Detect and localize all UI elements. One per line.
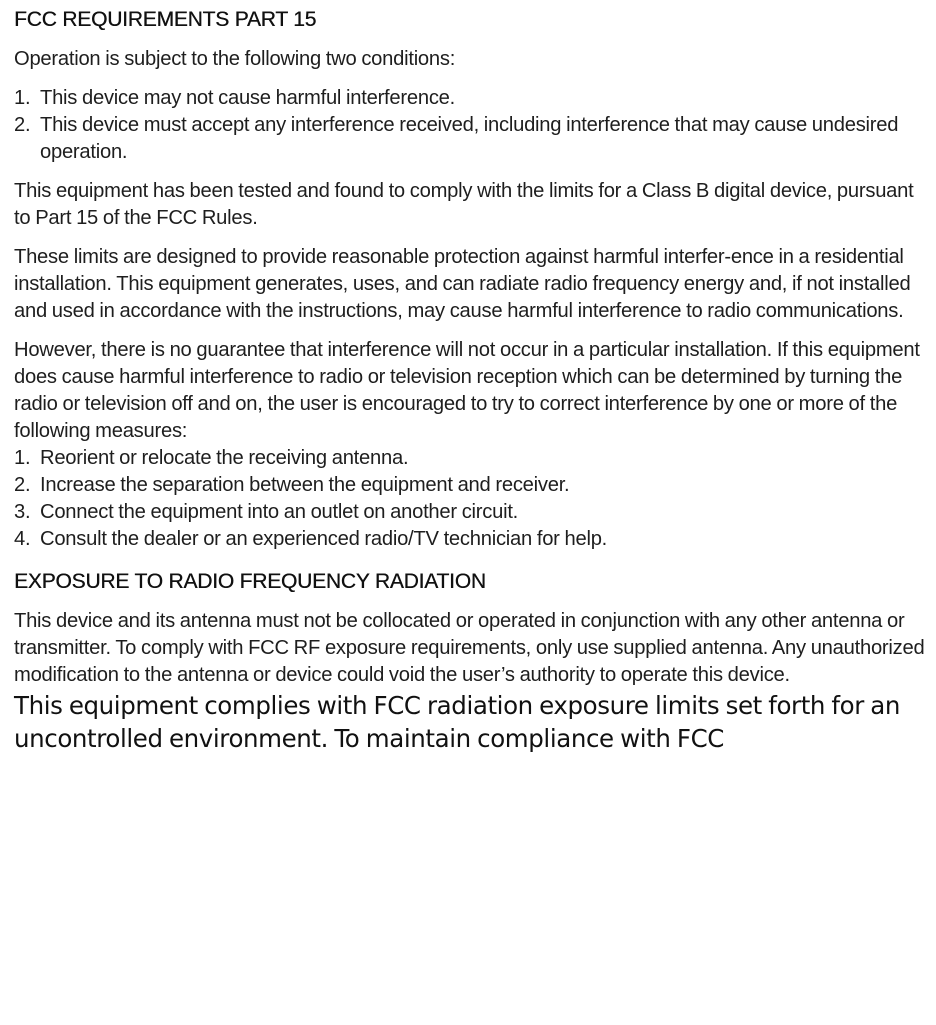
rf-body-paragraph: This device and its antenna must not be collocated or operated in conjunction with any other antenna or transmitter. To comply with FCC RF exposure requirements, only use supplied antenna. Any unauthorized modification to the antenna or device could void the user’s authority to operate this device. — [14, 610, 925, 686]
list-number: 2. — [14, 474, 31, 496]
measures-list — [14, 445, 926, 553]
list-number: 1. — [14, 87, 31, 109]
list-text: Increase the separation between the equipment and receiver. — [40, 474, 570, 496]
list-item — [14, 445, 926, 472]
list-number: 3. — [14, 501, 31, 523]
fcc-guarantee-paragraph: However, there is no guarantee that interference will not occur in a particular installation. If this equipment does cause harmful interference to radio or television reception which can be determined by turning the radio or television off and on, the user is encouraged to try to correct interference by one or more of the following measures: — [14, 339, 920, 442]
list-item — [14, 499, 926, 526]
rf-heading: EXPOSURE TO RADIO FREQUENCY RADIATION — [14, 570, 486, 593]
list-number: 4. — [14, 528, 31, 550]
list-item — [14, 85, 926, 112]
list-text: Consult the dealer or an experienced radio/TV technician for help. — [40, 528, 608, 550]
fcc-intro: Operation is subject to the following two conditions: — [14, 48, 456, 70]
list-text: Connect the equipment into an outlet on another circuit. — [40, 501, 519, 523]
fcc-limits-paragraph: These limits are designed to provide reasonable protection against harmful interfer-ence in a residential installation. This equipment generates, uses, and can radiate radio frequency energy and, if not installed and used in accordance with the instructions, may cause harmful interference to radio communications. — [14, 246, 911, 322]
list-item — [14, 526, 926, 553]
conditions-list — [14, 85, 926, 166]
list-number: 2. — [14, 114, 31, 136]
fcc-heading: FCC REQUIREMENTS PART 15 — [14, 8, 317, 31]
document-page — [14, 0, 926, 755]
fcc-compliance-paragraph: This equipment has been tested and found to comply with the limits for a Class B digital device, pursuant to Part 15 of the FCC Rules. — [14, 180, 914, 229]
list-item — [14, 112, 926, 166]
rf-large-paragraph: This equipment complies with FCC radiation exposure limits set forth for an uncontrolled environment. To maintain compliance with FCC — [14, 691, 901, 753]
list-text: This device may not cause harmful interference. — [40, 87, 455, 109]
list-item — [14, 472, 926, 499]
list-number: 1. — [14, 447, 31, 469]
list-text: This device must accept any interference received, including interference that may cause undesired operation. — [40, 114, 899, 163]
list-text: Reorient or relocate the receiving antenna. — [40, 447, 409, 469]
